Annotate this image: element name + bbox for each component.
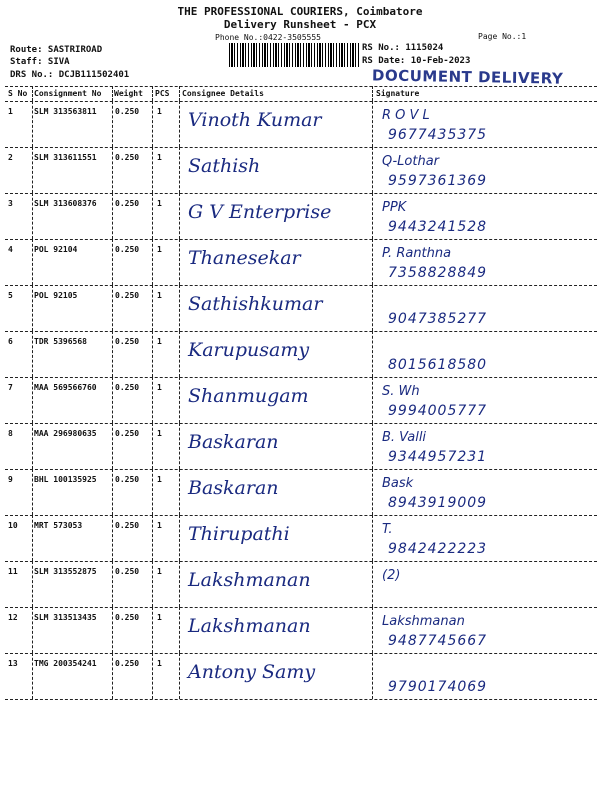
col-divider [179, 561, 180, 607]
col-divider [179, 147, 180, 193]
row-signature-phone: 7358828849 [388, 265, 488, 281]
row-signature-name: B. Valli [382, 430, 427, 445]
row-divider [5, 147, 597, 148]
row-sno: 10 [8, 521, 18, 530]
col-divider [372, 515, 373, 561]
row-sno: 2 [8, 153, 13, 162]
col-divider [152, 239, 153, 285]
row-weight: 0.250 [115, 291, 140, 300]
col-divider [179, 101, 180, 147]
row-signature-name: Bask [382, 476, 414, 491]
row-pcs: 1 [157, 567, 162, 576]
row-consignee-name: Sathish [188, 155, 261, 177]
col-divider [152, 377, 153, 423]
col-divider [32, 607, 33, 653]
col-divider [32, 561, 33, 607]
col-header-weight: Weight [114, 89, 143, 98]
row-weight: 0.250 [115, 475, 140, 484]
row-consignee-name: Antony Samy [188, 661, 316, 683]
row-signature-phone: 9443241528 [388, 219, 488, 235]
row-signature-phone: 9842422223 [388, 541, 488, 557]
col-divider [372, 193, 373, 239]
col-divider [372, 285, 373, 331]
row-sno: 8 [8, 429, 13, 438]
row-sno: 13 [8, 659, 18, 668]
col-divider [152, 147, 153, 193]
drs-number: DRS No.: DCJB111502401 [10, 70, 130, 80]
col-divider [32, 86, 33, 101]
col-divider [179, 607, 180, 653]
row-divider [5, 653, 597, 654]
row-signature-phone: 9047385277 [388, 311, 488, 327]
col-divider [32, 331, 33, 377]
row-consignee-name: Baskaran [188, 477, 279, 499]
row-weight: 0.250 [115, 245, 140, 254]
row-signature-name: R O V L [382, 108, 430, 123]
col-divider [32, 285, 33, 331]
row-consignee-name: Vinoth Kumar [188, 109, 322, 131]
row-consignee-name: G V Enterprise [188, 201, 332, 223]
rs-number: RS No.: 1115024 [362, 43, 444, 53]
row-consignment-no: SLM 313552875 [34, 567, 97, 576]
row-divider [5, 331, 597, 332]
col-divider [372, 423, 373, 469]
col-divider [112, 607, 113, 653]
col-divider [372, 331, 373, 377]
row-sno: 9 [8, 475, 13, 484]
row-pcs: 1 [157, 337, 162, 346]
col-divider [112, 469, 113, 515]
row-consignee-name: Sathishkumar [188, 293, 323, 315]
row-signature-phone: 9677435375 [388, 127, 488, 143]
col-divider [152, 607, 153, 653]
row-consignee-name: Lakshmanan [188, 615, 311, 637]
col-divider [32, 193, 33, 239]
col-divider [32, 423, 33, 469]
staff-label: Staff: SIVA [10, 57, 70, 67]
row-signature-phone: 8943919009 [388, 495, 488, 511]
row-pcs: 1 [157, 429, 162, 438]
col-header-signature: Signature [376, 89, 420, 98]
row-pcs: 1 [157, 245, 162, 254]
row-consignment-no: TDR 5396568 [34, 337, 87, 346]
header-top-rule [5, 86, 597, 87]
row-divider [5, 423, 597, 424]
row-consignee-name: Karupusamy [188, 339, 310, 361]
row-consignee-name: Shanmugam [188, 385, 309, 407]
row-consignment-no: TMG 200354241 [34, 659, 97, 668]
row-divider [5, 469, 597, 470]
row-divider [5, 193, 597, 194]
col-divider [112, 101, 113, 147]
page-number: Page No.:1 [478, 32, 527, 41]
row-weight: 0.250 [115, 383, 140, 392]
col-divider [152, 193, 153, 239]
runsheet-subtitle: Delivery Runsheet - PCX [223, 18, 377, 31]
row-sno: 4 [8, 245, 13, 254]
row-signature-name: Lakshmanan [382, 614, 465, 629]
row-weight: 0.250 [115, 521, 140, 530]
col-divider [372, 561, 373, 607]
row-pcs: 1 [157, 153, 162, 162]
row-signature-phone: 9597361369 [388, 173, 488, 189]
col-divider [179, 331, 180, 377]
row-consignment-no: BHL 100135925 [34, 475, 97, 484]
col-divider [152, 86, 153, 101]
col-divider [112, 561, 113, 607]
col-divider [372, 469, 373, 515]
row-pcs: 1 [157, 659, 162, 668]
row-consignment-no: MRT 573053 [34, 521, 83, 530]
row-consignee-name: Baskaran [188, 431, 279, 453]
row-weight: 0.250 [115, 337, 140, 346]
col-header-consignment: Consignment No [34, 89, 102, 98]
row-divider [5, 239, 597, 240]
row-signature-name: Q-Lothar [382, 154, 440, 169]
row-sno: 3 [8, 199, 13, 208]
col-divider [179, 377, 180, 423]
row-weight: 0.250 [115, 429, 140, 438]
col-divider [179, 515, 180, 561]
col-header-consignee: Consignee Details [182, 89, 264, 98]
col-divider [112, 331, 113, 377]
col-divider [179, 423, 180, 469]
row-divider [5, 699, 597, 700]
row-consignment-no: SLM 313513435 [34, 613, 97, 622]
row-consignee-name: Thanesekar [188, 247, 301, 269]
col-divider [112, 285, 113, 331]
barcode [229, 43, 359, 67]
col-divider [152, 423, 153, 469]
col-divider [112, 423, 113, 469]
row-sno: 5 [8, 291, 13, 300]
row-pcs: 1 [157, 291, 162, 300]
col-divider [112, 515, 113, 561]
col-divider [372, 607, 373, 653]
col-divider [152, 101, 153, 147]
row-consignee-name: Thirupathi [188, 523, 290, 545]
row-consignment-no: MAA 296980635 [34, 429, 97, 438]
col-divider [32, 239, 33, 285]
row-divider [5, 515, 597, 516]
row-sno: 11 [8, 567, 18, 576]
row-signature-name: PPK [382, 200, 407, 215]
col-divider [112, 377, 113, 423]
company-title: THE PROFESSIONAL COURIERS, Coimbatore [177, 5, 423, 18]
row-weight: 0.250 [115, 659, 140, 668]
row-pcs: 1 [157, 521, 162, 530]
col-divider [179, 239, 180, 285]
col-divider [179, 193, 180, 239]
row-signature-phone: 9790174069 [388, 679, 488, 695]
row-sno: 1 [8, 107, 13, 116]
col-divider [372, 86, 373, 101]
col-divider [372, 147, 373, 193]
row-signature-name: (2) [382, 568, 401, 583]
row-consignment-no: POL 92105 [34, 291, 78, 300]
col-divider [112, 193, 113, 239]
row-signature-phone: 9344957231 [388, 449, 488, 465]
header-bottom-rule [5, 101, 597, 102]
col-divider [372, 653, 373, 699]
row-divider [5, 285, 597, 286]
row-pcs: 1 [157, 199, 162, 208]
col-header-pcs: PCS [155, 89, 170, 98]
row-weight: 0.250 [115, 153, 140, 162]
row-pcs: 1 [157, 613, 162, 622]
col-divider [32, 515, 33, 561]
row-weight: 0.250 [115, 567, 140, 576]
row-divider [5, 561, 597, 562]
col-divider [179, 653, 180, 699]
col-divider [112, 147, 113, 193]
col-divider [32, 101, 33, 147]
route-label: Route: SASTRIROAD [10, 45, 103, 55]
row-pcs: 1 [157, 107, 162, 116]
row-consignment-no: SLM 313563811 [34, 107, 97, 116]
col-divider [179, 86, 180, 101]
document-delivery-stamp: DOCUMENT DELIVERY [371, 66, 564, 88]
col-divider [32, 377, 33, 423]
phone-number: Phone No.:0422-3505555 [215, 33, 321, 42]
col-divider [32, 147, 33, 193]
row-signature-name: S. Wh [382, 384, 420, 399]
row-signature-name: P. Ranthna [382, 246, 452, 261]
row-sno: 7 [8, 383, 13, 392]
col-divider [152, 285, 153, 331]
col-divider [372, 377, 373, 423]
row-weight: 0.250 [115, 107, 140, 116]
row-consignment-no: SLM 313611551 [34, 153, 97, 162]
row-pcs: 1 [157, 475, 162, 484]
col-divider [152, 653, 153, 699]
row-divider [5, 607, 597, 608]
row-consignee-name: Lakshmanan [188, 569, 311, 591]
row-weight: 0.250 [115, 199, 140, 208]
row-signature-phone: 9994005777 [388, 403, 488, 419]
col-header-sno: S No [8, 89, 28, 98]
col-divider [372, 239, 373, 285]
row-consignment-no: POL 92104 [34, 245, 78, 254]
row-consignment-no: SLM 313608376 [34, 199, 97, 208]
row-divider [5, 377, 597, 378]
col-divider [112, 653, 113, 699]
col-divider [179, 469, 180, 515]
col-divider [152, 561, 153, 607]
row-sno: 12 [8, 613, 18, 622]
col-divider [179, 285, 180, 331]
row-signature-phone: 9487745667 [388, 633, 488, 649]
rs-date: RS Date: 10-Feb-2023 [362, 56, 471, 66]
col-divider [32, 653, 33, 699]
col-divider [152, 515, 153, 561]
row-signature-name: T. [382, 522, 393, 537]
col-divider [112, 239, 113, 285]
row-signature-phone: 8015618580 [388, 357, 488, 373]
col-divider [32, 469, 33, 515]
row-pcs: 1 [157, 383, 162, 392]
row-weight: 0.250 [115, 613, 140, 622]
row-sno: 6 [8, 337, 13, 346]
row-consignment-no: MAA 569566760 [34, 383, 97, 392]
col-divider [372, 101, 373, 147]
col-divider [112, 86, 113, 101]
col-divider [152, 331, 153, 377]
col-divider [152, 469, 153, 515]
